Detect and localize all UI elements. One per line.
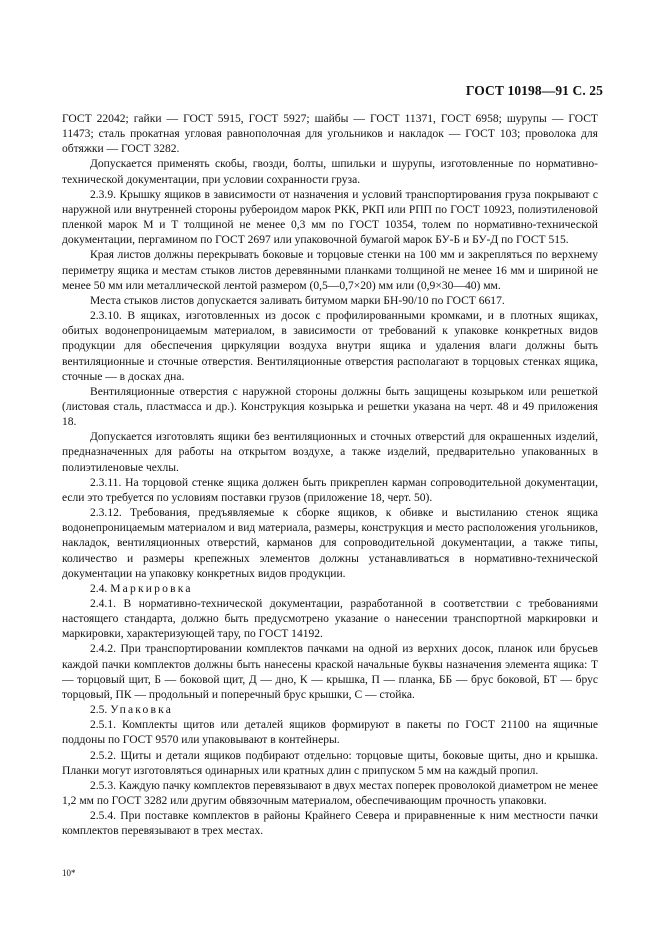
section-number: 2.4. [90,582,108,595]
section-heading-packing [62,703,598,718]
paragraph: Места стыков листов допускается заливать битумом марки БН-90/10 по ГОСТ 6617. [90,294,505,307]
paragraph-2-5-1: 2.5.1. Комплекты щитов или деталей ящиков формируют в пакеты по ГОСТ 21100 на ящичные поддоны по ГОСТ 9570 или упаковывают в контейнеры. [62,719,598,747]
paragraph: Допускается применять скобы, гвозди, болты, шпильки и шурупы, изготовленные по нормативно-технической документации, при условии сохранности груза. [62,158,598,186]
section-heading-marking [62,582,598,597]
paragraph-2-3-10: 2.3.10. В ящиках, изготовленных из досок с профилированными кромками, и в плотных ящиках, обитых водонепроницаемым материалом, в зависимости от требований к упаковке конкретных видов продукции для обеспечения циркуляции воздуха внутри ящика и удаления влаги должны быть вентиляционные и сточные отверстия. Вентиляционные отверстия располагают в торцовых стенках ящика, сточные — в досках дна. [62,310,598,383]
paragraph: Края листов должны перекрывать боковые и торцовые стенки на 100 мм и закрепляться по верхнему периметру ящика и местам стыков листов деревянными планками толщиной не менее 16 мм и шириной не менее 50 мм или металлической лентой размером (0,5—0,7×20) мм или (0,9×30—40) мм. [62,249,598,292]
paragraph: Вентиляционные отверстия с наружной стороны должны быть защищены козырьком или решеткой (листовая сталь, пластмасса и др.). Конструкция козырька и решетки указана на черт. 48 и 49 приложения 18. [62,385,598,429]
paragraph-2-5-4: 2.5.4. При поставке комплектов в районы Крайнего Севера и приравненные к ним местности пачки комплектов перевязывают в трех местах. [62,810,598,838]
paragraph-2-4-1: 2.4.1. В нормативно-технической документации, разработанной в соответствии с требованиями настоящего стандарта, должно быть предусмотрено указание о нанесении транспортной маркировки и маркировки, характеризующей тару, по ГОСТ 14192. [62,598,598,641]
paragraph-2-5-3: 2.5.3. Каждую пачку комплектов перевязывают в двух местах поперек проволокой диаметром не менее 1,2 мм по ГОСТ 3282 или другим обвязочным материалом, обеспечивающим прочность упаковки. [62,779,598,808]
paragraph-continuation: ГОСТ 22042; гайки — ГОСТ 5915, ГОСТ 5927; шайбы — ГОСТ 11371, ГОСТ 6958; шурупы — ГОСТ 11473; сталь прокатная угловая равнополочная для угольников и накладок — ГОСТ 103; проволока для обтяжки — ГОСТ 3282. [62,113,598,156]
section-number: 2.5. [90,704,108,717]
document-body [62,112,598,840]
section-title: Упаковка [110,704,174,717]
paragraph-2-3-11: 2.3.11. На торцовой стенке ящика должен быть прикреплен карман сопроводительной документации, если это требуется по условиям поставки грузов (приложение 18, черт. 50). [62,476,598,504]
paragraph-2-5-2: 2.5.2. Щиты и детали ящиков подбирают отдельно: торцовые щиты, боковые щиты, дно и крышка. Планки могут изготовляться одинарных или кратных длин с припуском 5 мм на каждый пропил. [62,749,598,777]
paragraph-2-3-9: 2.3.9. Крышку ящиков в зависимости от назначения и условий транспортирования груза покрывают с наружной или внутренней стороны рубероидом марок РКК, РКП или РПП по ГОСТ 10923, полиэтиленовой пленкой марок М и Т толщиной не менее 0,3 мм по ГОСТ 10354, толем по нормативно-технической документации, пергамином по ГОСТ 2697 или упаковочной бумагой марок БУ-Б и БУ-Д по ГОСТ 515. [62,188,598,247]
section-title: Маркировка [110,582,193,595]
paragraph-2-4-2: 2.4.2. При транспортировании комплектов пачками на одной из верхних досок, планок или брусьев каждой пачки комплектов должны быть нанесены краской начальные буквы назначения элемента ящика: Т — торцовый щит, Б — боковой щит, Д — дно, К — крышка, П — планка, ББ — брус боковой, БТ — брус торцовый, ПК — продольный и поперечный брус крышки, С — стойка. [62,643,598,701]
page-header: ГОСТ 10198—91 С. 25 [465,83,603,98]
paragraph-2-3-12: 2.3.12. Требования, предъявляемые к сборке ящиков, к обивке и выстиланию стенок ящика водонепроницаемым материалом и вид материала, размеры, конструкция и место расположения угольников, накладок, вентиляционных отверстий, карманов для сопроводительной документации, а также типы, количество и размеры крепежных элементов должны устанавливаться в нормативно-технической документации на упаковку конкретных видов продукции. [62,507,598,580]
page-footer-mark: 10* [62,868,76,878]
paragraph: Допускается изготовлять ящики без вентиляционных и сточных отверстий для окрашенных изделий, предназначенных для работы на открытом воздухе, а также изделий, предварительно упакованных в полиэтиленовые чехлы. [62,431,598,474]
